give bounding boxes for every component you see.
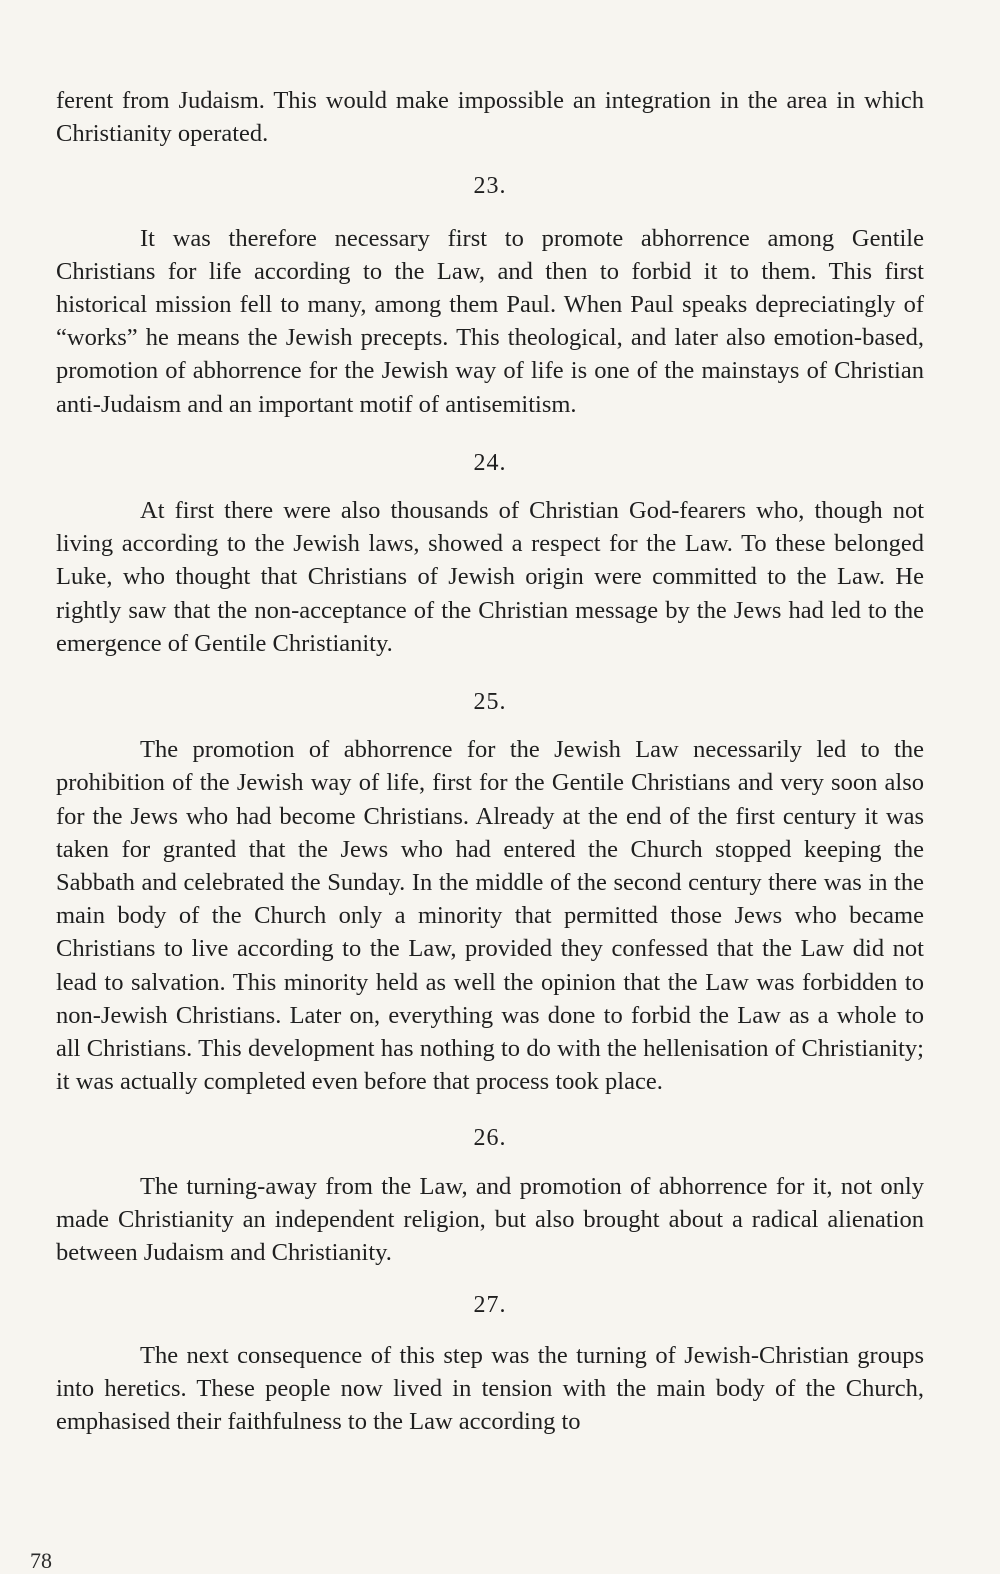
page-number: 78 <box>30 1548 52 1573</box>
section-number-23: 23. <box>473 173 507 200</box>
section-23-paragraph: It was therefore necessary first to promote abhorrence among Gentile Christians for life according to the Law, and then to forbid it to them. This first historical mission fell to many, among them Paul. When Paul speaks depreciatingly of “works” he means the Jewish precepts. This theological, and later also emotion-based, promotion of abhorrence for the Jewish way of life is one of the mainstays of Christian anti-Judaism and an important motif of antisemitism. <box>56 224 924 418</box>
document-page <box>56 84 924 1438</box>
section-number-24: 24. <box>473 449 507 476</box>
section-24-paragraph: At first there were also thousands of Christian God-fearers who, though not living according to the Jewish laws, showed a respect for the Law. To these belonged Luke, who thought that Christians of Jewish origin were committed to the Law. He rightly saw that the non-acceptance of the Christian message by the Jews had led to the emergence of Gentile Christianity. <box>56 497 924 657</box>
section-27-paragraph: The next consequence of this step was the turning of Jewish-Christian groups into heretics. These people now lived in tension with the main body of the Church, emphasised their faithfulness to the Law according to <box>56 1341 924 1435</box>
section-25-paragraph: The promotion of abhorrence for the Jewish Law necessarily led to the prohibition of the Jewish way of life, first for the Gentile Christians and very soon also for the Jews who had become Christians. Already at the end of the first century it was taken for granted that the Jews who had entered the Church stopped keeping the Sabbath and celebrated the Sunday. In the middle of the second century there was in the main body of the Church only a minority that permitted those Jews who became Christians to live according to the Law, provided they confessed that the Law did not lead to salvation. This minority held as well the opinion that the Law was forbidden to non-Jewish Christians. Later on, everything was done to forbid the Law as a whole to all Christians. This development has nothing to do with the hellenisation of Christianity; it was actually completed even before that process took place. <box>56 736 924 1096</box>
section-number-26: 26. <box>473 1125 507 1152</box>
section-26-paragraph: The turning-away from the Law, and promotion of abhorrence for it, not only made Christianity an independent religion, but also brought about a radical alienation between Judaism and Christianity. <box>56 1172 924 1267</box>
section-number-25: 25. <box>473 689 507 716</box>
intro-paragraph: ferent from Judaism. This would make impossible an integration in the area in which Christianity operated. <box>56 87 924 148</box>
section-number-27: 27. <box>473 1292 507 1319</box>
